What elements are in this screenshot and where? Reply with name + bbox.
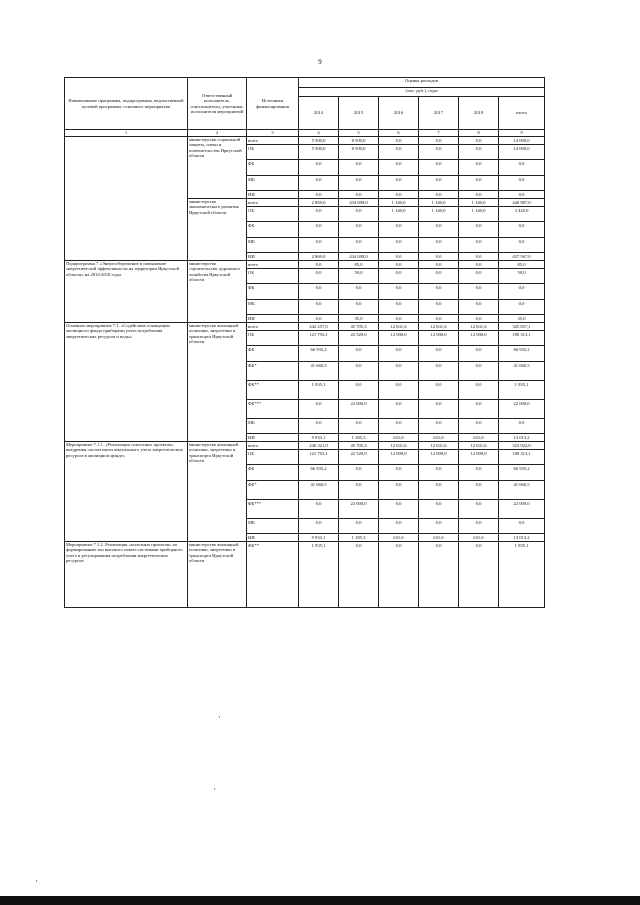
funding-source-cell: ОБ (247, 207, 299, 222)
year-value-cell: 0,0 (459, 519, 499, 534)
total-value-cell: 41 660,5 (499, 362, 545, 381)
year-value-cell: 0,0 (419, 346, 459, 362)
funding-source-cell: всего (247, 261, 299, 269)
year-value-cell: 1 935,1 (299, 542, 339, 608)
total-value-cell: 0,0 (499, 300, 545, 315)
funding-source-cell: ИИ (247, 315, 299, 323)
total-value-cell: 1 935,1 (499, 542, 545, 608)
year-value-cell: 8 500,0 (339, 145, 379, 160)
year-value-cell: 12 000,0 (459, 331, 499, 346)
total-value-cell: 1 935,1 (499, 381, 545, 400)
year-value-cell: 0,0 (379, 481, 419, 500)
year-value-cell: 0,0 (339, 238, 379, 253)
year-value-cell: 0,0 (299, 315, 339, 323)
total-value-cell: 35,0 (499, 315, 545, 323)
year-value-cell: 434 698,0 (339, 199, 379, 207)
total-value-cell: 22 000,0 (499, 400, 545, 419)
year-value-cell: 0,0 (419, 160, 459, 176)
funding-source-cell: ИИ (247, 253, 299, 261)
year-value-cell: 0,0 (419, 176, 459, 191)
header-year-cell: 2017 (419, 97, 459, 130)
total-value-cell: 180 313,1 (499, 450, 545, 465)
header-executor-cell: Ответственный исполнитель, соисполнители, участники, исполнители мероприятий (188, 78, 247, 130)
year-value-cell: 0,0 (419, 238, 459, 253)
year-value-cell: 5 500,0 (299, 145, 339, 160)
year-value-cell: 0,0 (299, 222, 339, 238)
year-value-cell: 0,0 (379, 284, 419, 300)
scan-speck (214, 788, 215, 790)
year-value-cell: 0,0 (419, 137, 459, 145)
year-value-cell: 22 520,0 (339, 331, 379, 346)
year-value-cell: 0,0 (459, 176, 499, 191)
funding-source-cell: ФБ*** (247, 500, 299, 519)
header-year-cell: 2015 (339, 97, 379, 130)
year-value-cell: 0,0 (459, 346, 499, 362)
year-value-cell: 45 705,3 (339, 323, 379, 331)
year-value-cell: 0,0 (339, 465, 379, 481)
total-value-cell: 0,0 (499, 519, 545, 534)
funding-source-cell: ФБ* (247, 362, 299, 381)
header-row (65, 78, 545, 88)
year-value-cell: 9 933,1 (299, 434, 339, 442)
funding-source-cell: ИИ (247, 534, 299, 542)
year-value-cell: 0,0 (419, 191, 459, 199)
scan-bottom-edge (0, 896, 640, 905)
year-value-cell: 1 935,1 (299, 381, 339, 400)
total-value-cell: 66 935,2 (499, 465, 545, 481)
year-value-cell: 8 500,0 (339, 137, 379, 145)
funding-source-cell: всего (247, 323, 299, 331)
year-value-cell: 0,0 (459, 542, 499, 608)
year-value-cell: 12 631,6 (459, 323, 499, 331)
total-value-cell: 0,0 (499, 191, 545, 199)
year-value-cell: 66 935,2 (299, 465, 339, 481)
year-value-cell: 240 321,9 (299, 442, 339, 450)
year-value-cell: 5 500,0 (299, 137, 339, 145)
year-value-cell: 0,0 (379, 261, 419, 269)
funding-source-cell: МБ (247, 300, 299, 315)
header-year-cell: 2018 (459, 97, 499, 130)
funding-source-cell: МБ (247, 419, 299, 434)
year-value-cell: 0,0 (379, 362, 419, 381)
column-number: 9 (499, 130, 545, 137)
year-value-cell: 0,0 (459, 381, 499, 400)
year-value-cell: 0,0 (379, 222, 419, 238)
scan-speck (36, 880, 37, 882)
funding-source-cell: ОБ (247, 269, 299, 284)
year-value-cell: 0,0 (299, 269, 339, 284)
total-value-cell: 437 567,0 (499, 253, 545, 261)
total-value-cell: 13 013,2 (499, 534, 545, 542)
year-value-cell: 12 631,6 (459, 442, 499, 450)
year-value-cell: 0,0 (459, 222, 499, 238)
total-value-cell: 14 000,0 (499, 137, 545, 145)
year-value-cell: 0,0 (459, 145, 499, 160)
year-value-cell: 0,0 (339, 519, 379, 534)
year-value-cell: 0,0 (419, 465, 459, 481)
year-value-cell: 41 660,5 (299, 481, 339, 500)
scan-speck (219, 716, 220, 718)
header-total-cell: итого (499, 97, 545, 130)
year-value-cell: 0,0 (379, 419, 419, 434)
year-value-cell: 85,0 (339, 261, 379, 269)
year-value-cell: 121 793,1 (299, 331, 339, 346)
year-value-cell: 0,0 (459, 315, 499, 323)
year-value-cell: 22 000,0 (339, 500, 379, 519)
total-value-cell: 0,0 (499, 238, 545, 253)
funding-source-cell: ФБ (247, 465, 299, 481)
year-value-cell: 0,0 (339, 222, 379, 238)
funding-source-cell: ИИ (247, 191, 299, 199)
funding-source-cell: ОБ (247, 450, 299, 465)
total-value-cell: 0,0 (499, 160, 545, 176)
budget-table (64, 77, 545, 608)
year-value-cell: 0,0 (419, 419, 459, 434)
year-value-cell: 0,0 (379, 137, 419, 145)
year-value-cell: 0,0 (459, 465, 499, 481)
year-value-cell: 0,0 (419, 381, 459, 400)
year-value-cell: 0,0 (299, 400, 339, 419)
year-value-cell: 1 140,0 (459, 207, 499, 222)
year-value-cell: 0,0 (459, 269, 499, 284)
funding-source-cell: МБ (247, 519, 299, 534)
year-value-cell: 9 933,1 (299, 534, 339, 542)
year-value-cell: 0,0 (299, 207, 339, 222)
year-value-cell: 1 140,0 (419, 207, 459, 222)
year-value-cell: 0,0 (419, 261, 459, 269)
program-name-cell: Мероприятие 7.1.2. Реализация «пилотных проектов» по формированию зон высокого охвата системами приборного учета и регулирования потребления энергетических ресурсов (65, 542, 188, 608)
funding-source-cell: всего (247, 199, 299, 207)
year-value-cell: 0,0 (339, 481, 379, 500)
year-value-cell: 0,0 (339, 542, 379, 608)
year-value-cell: 0,0 (379, 381, 419, 400)
total-value-cell: 0,0 (499, 419, 545, 434)
total-value-cell: 325 857,1 (499, 323, 545, 331)
table-row (65, 261, 545, 269)
year-value-cell: 0,0 (379, 191, 419, 199)
year-value-cell: 12 631,6 (379, 442, 419, 450)
year-value-cell: 0,0 (299, 419, 339, 434)
year-value-cell: 631,6 (459, 534, 499, 542)
table-row (65, 442, 545, 450)
total-value-cell: 50,0 (499, 269, 545, 284)
year-value-cell: 0,0 (419, 315, 459, 323)
header-year-cell: 2016 (379, 97, 419, 130)
year-value-cell: 0,0 (419, 145, 459, 160)
funding-source-cell: ФБ** (247, 381, 299, 400)
year-value-cell: 35,0 (339, 315, 379, 323)
column-number: 4 (299, 130, 339, 137)
funding-source-cell: ИИ (247, 434, 299, 442)
funding-source-cell: ФБ** (247, 542, 299, 608)
column-number: 7 (419, 130, 459, 137)
total-value-cell: 0,0 (499, 222, 545, 238)
year-value-cell: 0,0 (419, 269, 459, 284)
program-name-cell: Подпрограмма 7 «Энергосбережение и повышение энергетической эффективности на территории Иркутской области» на 2014-2018 годы (65, 261, 188, 323)
year-value-cell: 631,6 (419, 434, 459, 442)
funding-source-cell: ФБ (247, 160, 299, 176)
year-value-cell: 66 935,2 (299, 346, 339, 362)
year-value-cell: 0,0 (459, 481, 499, 500)
year-value-cell: 0,0 (379, 253, 419, 261)
year-value-cell: 0,0 (419, 519, 459, 534)
total-value-cell: 14 000,0 (499, 145, 545, 160)
year-value-cell: 0,0 (299, 300, 339, 315)
year-value-cell: 1 140,0 (419, 199, 459, 207)
year-value-cell: 0,0 (419, 481, 459, 500)
year-value-cell: 0,0 (379, 238, 419, 253)
year-value-cell: 0,0 (419, 300, 459, 315)
year-value-cell: 0,0 (419, 253, 459, 261)
year-value-cell: 1 140,0 (459, 199, 499, 207)
funding-source-cell: ОБ (247, 145, 299, 160)
column-number: 6 (379, 130, 419, 137)
year-value-cell: 0,0 (379, 465, 419, 481)
year-value-cell: 0,0 (459, 362, 499, 381)
total-value-cell: 180 313,1 (499, 331, 545, 346)
year-value-cell: 0,0 (459, 160, 499, 176)
page-number: 9 (318, 58, 322, 66)
year-value-cell: 0,0 (459, 253, 499, 261)
funding-source-cell: всего (247, 137, 299, 145)
year-value-cell: 2 869,0 (299, 199, 339, 207)
year-value-cell: 0,0 (339, 207, 379, 222)
year-value-cell: 50,0 (339, 269, 379, 284)
program-name-cell: Основное мероприятие 7.1. «Содействие оснащению жилищного фонда приборами учета потребления энергетических ресурсов и воды» (65, 323, 188, 442)
year-value-cell: 0,0 (419, 284, 459, 300)
year-value-cell: 434 698,0 (339, 253, 379, 261)
year-value-cell: 22 000,0 (339, 400, 379, 419)
total-value-cell: 3 420,0 (499, 207, 545, 222)
header-units-cell: (тыс. руб.), годы (299, 88, 545, 97)
year-value-cell: 0,0 (299, 160, 339, 176)
year-value-cell: 631,6 (379, 434, 419, 442)
year-value-cell: 0,0 (339, 362, 379, 381)
funding-source-cell: ФБ (247, 284, 299, 300)
year-value-cell: 0,0 (299, 176, 339, 191)
year-value-cell: 0,0 (419, 500, 459, 519)
column-number: 8 (459, 130, 499, 137)
funding-source-cell: МБ (247, 238, 299, 253)
year-value-cell: 12 000,0 (379, 331, 419, 346)
year-value-cell: 1 185,3 (339, 534, 379, 542)
total-value-cell: 41 660,5 (499, 481, 545, 500)
year-value-cell: 12 631,6 (419, 442, 459, 450)
header-estimate-cell: Оценка расходов (299, 78, 545, 88)
year-value-cell: 0,0 (419, 222, 459, 238)
year-value-cell: 0,0 (379, 300, 419, 315)
header-year-cell: 2014 (299, 97, 339, 130)
column-number: 2 (188, 130, 247, 137)
year-value-cell: 12 631,6 (419, 323, 459, 331)
year-value-cell: 0,0 (299, 238, 339, 253)
header-source-cell: Источники финансирования (247, 78, 299, 130)
year-value-cell: 0,0 (459, 400, 499, 419)
year-value-cell: 0,0 (419, 400, 459, 419)
column-number: 5 (339, 130, 379, 137)
program-name-cell (65, 137, 188, 261)
total-value-cell: 66 935,2 (499, 346, 545, 362)
year-value-cell: 0,0 (339, 160, 379, 176)
header-name-cell: Наименование программы, подпрограммы, ведомственной целевой программы, основного мероприятия (65, 78, 188, 130)
year-value-cell: 0,0 (339, 191, 379, 199)
year-value-cell: 0,0 (379, 269, 419, 284)
year-value-cell: 12 000,0 (379, 450, 419, 465)
year-value-cell: 0,0 (339, 300, 379, 315)
table-row (65, 323, 545, 331)
year-value-cell: 0,0 (459, 419, 499, 434)
executor-cell: министерство экономического развития Иркутской области (188, 199, 247, 261)
total-value-cell: 0,0 (499, 284, 545, 300)
year-value-cell: 0,0 (419, 362, 459, 381)
year-value-cell: 0,0 (459, 261, 499, 269)
column-number-row (65, 130, 545, 137)
total-value-cell: 13 013,2 (499, 434, 545, 442)
total-value-cell: 440 987,0 (499, 199, 545, 207)
year-value-cell: 121 793,1 (299, 450, 339, 465)
year-value-cell: 0,0 (459, 500, 499, 519)
year-value-cell: 0,0 (379, 176, 419, 191)
year-value-cell: 41 660,5 (299, 362, 339, 381)
year-value-cell: 12 000,0 (419, 450, 459, 465)
year-value-cell: 2 869,0 (299, 253, 339, 261)
table-row (65, 542, 545, 608)
executor-cell: министерство социальной защиты, опеки и попечительства Иркутской области (188, 137, 247, 199)
year-value-cell: 0,0 (299, 191, 339, 199)
year-value-cell: 0,0 (459, 284, 499, 300)
year-value-cell: 0,0 (339, 419, 379, 434)
year-value-cell: 0,0 (299, 261, 339, 269)
year-value-cell: 45 705,3 (339, 442, 379, 450)
column-number: 1 (65, 130, 188, 137)
year-value-cell: 0,0 (459, 137, 499, 145)
year-value-cell: 1 185,3 (339, 434, 379, 442)
column-number: 3 (247, 130, 299, 137)
year-value-cell: 0,0 (459, 238, 499, 253)
funding-source-cell: МБ (247, 176, 299, 191)
year-value-cell: 0,0 (339, 176, 379, 191)
funding-source-cell: ОБ (247, 331, 299, 346)
funding-source-cell: ФБ (247, 222, 299, 238)
year-value-cell: 0,0 (379, 315, 419, 323)
total-value-cell: 323 922,0 (499, 442, 545, 450)
funding-source-cell: ФБ* (247, 481, 299, 500)
year-value-cell: 22 520,0 (339, 450, 379, 465)
year-value-cell: 12 000,0 (419, 331, 459, 346)
year-value-cell: 1 140,0 (379, 207, 419, 222)
program-name-cell: Мероприятие 7.1.1. «Реализация «пилотных проектов» внедрения систем интеллектуального учета энергетических ресурсов в жилищном фонде» (65, 442, 188, 542)
year-value-cell: 0,0 (459, 300, 499, 315)
year-value-cell: 0,0 (299, 519, 339, 534)
year-value-cell: 0,0 (379, 500, 419, 519)
year-value-cell: 631,6 (459, 434, 499, 442)
executor-cell: министерство жилищной политики, энергетики и транспорта Иркутской области (188, 323, 247, 442)
year-value-cell: 0,0 (379, 400, 419, 419)
funding-source-cell: ФБ (247, 346, 299, 362)
total-value-cell: 85,0 (499, 261, 545, 269)
year-value-cell: 0,0 (339, 346, 379, 362)
year-value-cell: 0,0 (379, 519, 419, 534)
year-value-cell: 0,0 (339, 284, 379, 300)
year-value-cell: 0,0 (379, 160, 419, 176)
year-value-cell: 0,0 (339, 381, 379, 400)
year-value-cell: 631,6 (379, 534, 419, 542)
year-value-cell: 12 631,6 (379, 323, 419, 331)
year-value-cell: 1 140,0 (379, 199, 419, 207)
year-value-cell: 12 000,0 (459, 450, 499, 465)
year-value-cell: 0,0 (379, 145, 419, 160)
funding-source-cell: ФБ*** (247, 400, 299, 419)
year-value-cell: 0,0 (379, 542, 419, 608)
year-value-cell: 0,0 (379, 346, 419, 362)
year-value-cell: 0,0 (419, 542, 459, 608)
executor-cell: министерство строительства, дорожного хозяйства Иркутской области (188, 261, 247, 323)
total-value-cell: 0,0 (499, 176, 545, 191)
year-value-cell: 0,0 (299, 500, 339, 519)
table-row (65, 137, 545, 145)
funding-source-cell: всего (247, 442, 299, 450)
executor-cell: министерство жилищной политики, энергетики и транспорта Иркутской области (188, 542, 247, 608)
year-value-cell: 631,6 (419, 534, 459, 542)
year-value-cell: 0,0 (299, 284, 339, 300)
year-value-cell: 0,0 (459, 191, 499, 199)
executor-cell: министерство жилищной политики, энергетики и транспорта Иркутской области (188, 442, 247, 542)
year-value-cell: 242 257,0 (299, 323, 339, 331)
total-value-cell: 22 000,0 (499, 500, 545, 519)
